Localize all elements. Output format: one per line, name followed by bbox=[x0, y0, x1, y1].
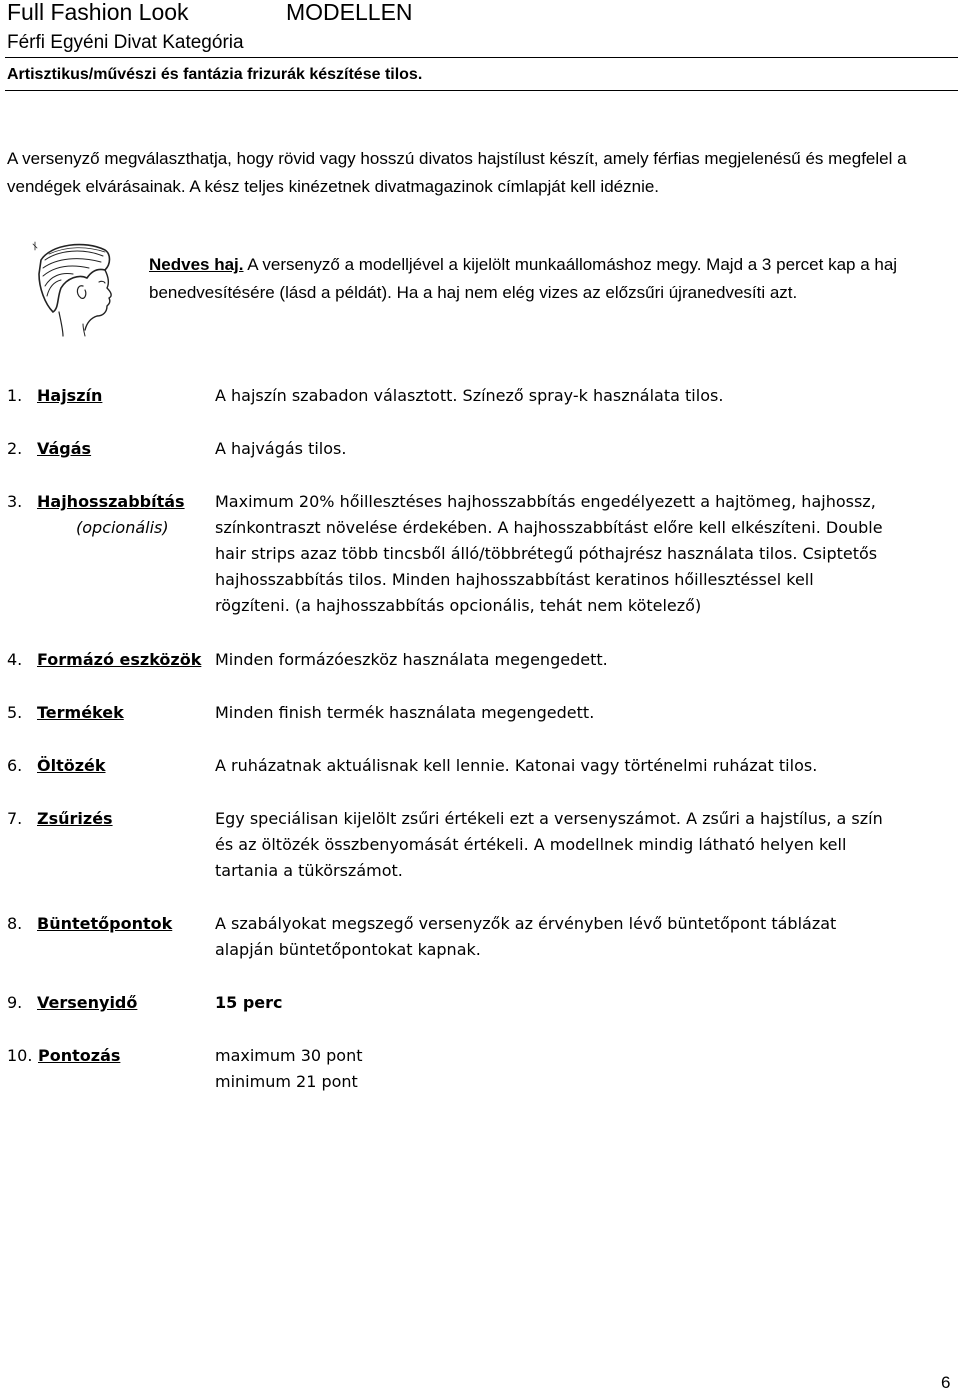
section-description bbox=[215, 436, 945, 462]
description-line: A ruházatnak aktuálisnak kell lennie. Katonai vagy történelmi ruházat tilos. bbox=[215, 756, 818, 775]
section-number: 6. bbox=[7, 756, 23, 775]
section-title: Formázó eszközök bbox=[37, 650, 202, 669]
description-line: Maximum 20% hőillesztéses hajhosszabbítás engedélyezett a hajtömeg, hajhossz, bbox=[215, 492, 876, 511]
description-line: rögzíteni. (a hajhosszabbítás opcionális, tehát nem kötelező) bbox=[215, 596, 702, 615]
section-title: Pontozás bbox=[38, 1046, 121, 1065]
description-line: hajhosszabbítás tilos. Minden hajhosszabbítást keratinos hőillesztéssel kell bbox=[215, 570, 814, 589]
warning-line: Artisztikus/művészi és fantázia frizurák készítése tilos. bbox=[7, 66, 423, 83]
section-title: Vágás bbox=[37, 439, 92, 458]
section-number: 10. bbox=[7, 1046, 33, 1065]
description-line: Minden finish termék használata megengedett. bbox=[215, 703, 595, 722]
section-description bbox=[215, 990, 945, 1016]
section-number: 1. bbox=[7, 386, 23, 405]
description-line: Minden formázóeszköz használata megengedett. bbox=[215, 650, 608, 669]
section-number: 5. bbox=[7, 703, 23, 722]
section-description bbox=[215, 753, 945, 779]
section-number: 2. bbox=[7, 439, 23, 458]
description-line: maximum 30 pont bbox=[215, 1046, 363, 1065]
section-number: 7. bbox=[7, 809, 23, 828]
description-line: és az öltözék összbenyomását értékeli. A modellnek mindig látható helyen kell bbox=[215, 835, 847, 854]
section-title: Termékek bbox=[37, 703, 124, 722]
wet-hair-head-sketch bbox=[27, 238, 131, 338]
section-description bbox=[215, 700, 945, 726]
description-line: 15 perc bbox=[215, 993, 283, 1012]
section-title: Hajszín bbox=[37, 386, 103, 405]
header-rule-bottom bbox=[5, 90, 958, 91]
description-line: A hajszín szabadon választott. Színező spray-k használata tilos. bbox=[215, 386, 724, 405]
description-line: A hajvágás tilos. bbox=[215, 439, 347, 458]
description-line: minimum 21 pont bbox=[215, 1072, 358, 1091]
description-line: színkontraszt növelése érdekében. A hajhosszabbítást előre kell elkészíteni. Double bbox=[215, 518, 883, 537]
description-line: A szabályokat megszegő versenyzők az érvényben lévő büntetőpont táblázat bbox=[215, 914, 837, 933]
section-number: 9. bbox=[7, 993, 23, 1012]
section-description bbox=[215, 1043, 945, 1095]
section-title: Büntetőpontok bbox=[37, 914, 173, 933]
description-line: Egy speciálisan kijelölt zsűri értékeli ezt a versenyszámot. A zsűri a hajstílus, a szín bbox=[215, 809, 883, 828]
document-title: Full Fashion Look bbox=[7, 0, 189, 25]
section-description bbox=[215, 806, 945, 884]
section-number: 3. bbox=[7, 492, 23, 511]
description-line: alapján büntetőpontokat kapnak. bbox=[215, 940, 481, 959]
wet-hair-paragraph bbox=[149, 251, 954, 307]
section-title: Zsűrizés bbox=[37, 809, 113, 828]
wet-hair-lead: Nedves haj. bbox=[149, 255, 244, 274]
section-number: 4. bbox=[7, 650, 23, 669]
section-title: Hajhosszabbítás bbox=[37, 492, 185, 511]
section-description bbox=[215, 647, 945, 673]
header-rule-top bbox=[5, 57, 958, 58]
section-number: 8. bbox=[7, 914, 23, 933]
intro-paragraph: A versenyző megválaszthatja, hogy rövid vagy hosszú divatos hajstílust készít, amely férfias megjelenésű és megfelel a vendégek elvárásainak. A kész teljes kinézetnek divatmagazinok címlapját kell idéznie. bbox=[7, 149, 907, 196]
section-title: Versenyidő bbox=[37, 993, 138, 1012]
section-title: Öltözék bbox=[37, 756, 106, 775]
description-line: tartania a tükörszámot. bbox=[215, 861, 403, 880]
section-note: (opcionális) bbox=[76, 518, 169, 537]
section-description bbox=[215, 489, 945, 619]
page-number: 6 bbox=[941, 1373, 951, 1392]
wet-hair-text: A versenyző a modelljével a kijelölt munkaállomáshoz megy. Majd a 3 percet kap a haj benedvesítésére (lásd a példát). Ha a haj nem elég vizes az előzsűri újranedvesíti azt. bbox=[149, 255, 898, 302]
category-title: Férfi Egyéni Divat Kategória bbox=[7, 32, 244, 53]
section-description bbox=[215, 383, 945, 409]
description-line: hair strips azaz több tincsből álló/többrétegű póthajrész használata tilos. Csiptetős bbox=[215, 544, 878, 563]
section-description bbox=[215, 911, 945, 963]
model-label: MODELLEN bbox=[286, 0, 413, 25]
